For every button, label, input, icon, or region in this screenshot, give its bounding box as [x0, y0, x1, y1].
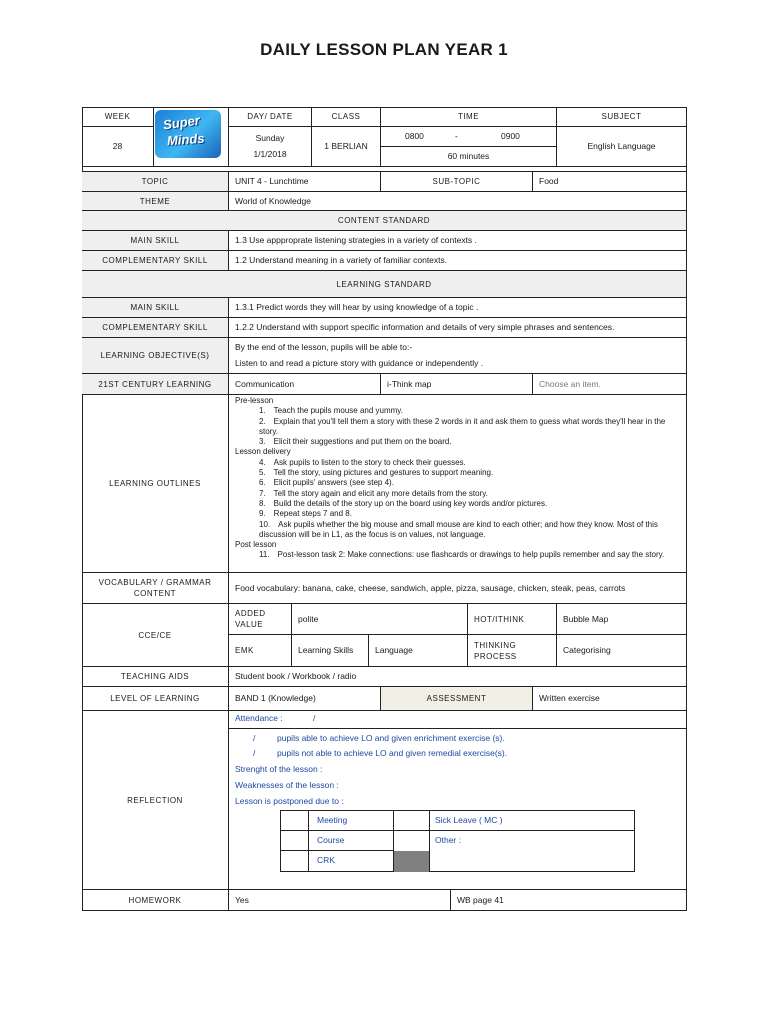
emk-value-1: Learning Skills: [292, 635, 369, 667]
thinking-process-value: Categorising: [557, 635, 687, 667]
century-label: 21ST CENTURY LEARNING: [82, 374, 229, 395]
box-line: [308, 810, 309, 872]
reflection-section: [229, 711, 687, 890]
choose-item-dropdown[interactable]: Choose an item.: [533, 374, 687, 395]
other-checkbox[interactable]: [394, 831, 429, 850]
ls-main-skill-label: MAIN SKILL: [82, 298, 229, 318]
vocab-label: VOCABULARY / GRAMMAR CONTENT: [82, 573, 229, 604]
sick-leave-checkbox[interactable]: [394, 811, 429, 830]
thinking-process-label: THINKING PROCESS: [468, 635, 557, 667]
homework-page: WB page 41: [451, 890, 687, 911]
class-value: 1 BERLIAN: [312, 127, 381, 167]
subject-value: English Language: [557, 127, 687, 167]
attendance-slash: /: [313, 713, 316, 723]
course-checkbox[interactable]: [281, 831, 308, 850]
book-cover-logo: [155, 110, 221, 158]
teaching-aids-value: Student book / Workbook / radio: [229, 667, 687, 687]
cs-main-skill-value: 1.3 Use appproprate listening strategies in a variety of contexts .: [229, 231, 687, 251]
enrichment-slash: /: [253, 733, 256, 743]
cce-label: CCE/CE: [82, 604, 229, 667]
header-day-date: DAY/ DATE: [229, 107, 312, 127]
emk-label: EMK: [229, 635, 292, 667]
lesson-delivery-heading: Lesson delivery: [235, 447, 291, 457]
assessment-label: ASSESSMENT: [381, 687, 533, 711]
day-date-cell: [229, 127, 312, 167]
objective-line-1: By the end of the lesson, pupils will be able to:-: [235, 342, 413, 352]
subtopic-label: SUB-TOPIC: [381, 172, 533, 192]
outline-step: 9. Repeat steps 7 and 8.: [259, 509, 352, 519]
vocab-value: Food vocabulary: banana, cake, cheese, sandwich, apple, pizza, sausage, chicken, steak, peas, carrots: [229, 573, 687, 604]
learning-outlines: [229, 395, 687, 573]
date-value: 1/1/2018: [253, 149, 287, 159]
emk-value-2: Language: [369, 635, 468, 667]
logo-text-2: Minds: [166, 130, 206, 149]
content-standard-heading: CONTENT STANDARD: [82, 211, 687, 231]
objective-line-2: Listen to and read a picture story with guidance or independently .: [235, 358, 484, 368]
box-line: [280, 830, 635, 831]
learning-standard-heading: LEARNING STANDARD: [82, 271, 687, 298]
postponed-label: Lesson is postponed due to :: [235, 796, 344, 806]
enrichment-line: pupils able to achieve LO and given enrichment exercise (s).: [277, 733, 505, 743]
header-class: CLASS: [312, 107, 381, 127]
header-time: TIME: [381, 107, 557, 127]
outline-step: 11. Post-lesson task 2: Make connections: use flashcards or drawings to help pupils remember and say the story.: [259, 550, 665, 560]
ls-main-skill-value: 1.3.1 Predict words they will hear by using knowledge of a topic .: [229, 298, 687, 318]
time-range: [381, 127, 557, 147]
duration-value: 60 minutes: [381, 147, 557, 167]
weakness-label: Weaknesses of the lesson :: [235, 780, 339, 790]
remedial-slash: /: [253, 748, 256, 758]
outline-step: 1. Teach the pupils mouse and yummy.: [259, 406, 403, 416]
hot-ithink-value: Bubble Map: [557, 604, 687, 635]
added-value: polite: [292, 604, 468, 635]
level-label: LEVEL OF LEARNING: [82, 687, 229, 711]
meeting-option: Meeting: [317, 815, 348, 825]
header-subject: SUBJECT: [557, 107, 687, 127]
remedial-line: pupils not able to achieve LO and given remedial exercise(s).: [277, 748, 508, 758]
subtopic-value: Food: [533, 172, 687, 192]
added-value-label: ADDED VALUE: [229, 604, 292, 635]
strength-label: Strenght of the lesson :: [235, 764, 323, 774]
box-line: [280, 850, 393, 851]
teaching-aids-label: TEACHING AIDS: [82, 667, 229, 687]
crk-option: CRK: [317, 855, 335, 865]
time-end: 0900: [501, 131, 520, 141]
time-start: 0800: [405, 131, 424, 141]
course-option: Course: [317, 835, 345, 845]
ls-comp-skill-label: COMPLEMENTARY SKILL: [82, 318, 229, 338]
reflection-divider: [229, 728, 686, 729]
homework-value: Yes: [229, 890, 451, 911]
outline-step: 7. Tell the story again and elicit any more details from the story.: [259, 488, 488, 498]
assessment-value: Written exercise: [533, 687, 687, 711]
reflection-label: REFLECTION: [82, 711, 229, 890]
day-value: Sunday: [255, 133, 285, 143]
crk-checkbox-filled[interactable]: [394, 851, 429, 872]
cs-comp-skill-label: COMPLEMENTARY SKILL: [82, 251, 229, 271]
outline-step: 2. Explain that you'll tell them a story with these 2 words in it and ask them to guess what words they'll hear in the story.: [259, 416, 666, 436]
hot-ithink-label: HOT/ITHINK: [468, 604, 557, 635]
time-separator: -: [455, 131, 458, 141]
pre-lesson-heading: Pre-lesson: [235, 396, 274, 405]
theme-label: THEME: [82, 192, 229, 211]
outline-step: 10. Ask pupils whether the big mouse and small mouse are kind to each other; and how they know. Most of this discussion will be in L1, as the focus is on values, not language.: [259, 519, 658, 539]
homework-label: HOMEWORK: [82, 890, 229, 911]
cs-comp-skill-value: 1.2 Understand meaning in a variety of familiar contexts.: [229, 251, 687, 271]
outline-step: 8. Build the details of the story up on the board using key words and/or pictures.: [259, 498, 548, 508]
sick-leave-option: Sick Leave ( MC ): [435, 815, 503, 825]
objective-value: [229, 338, 687, 374]
page-title: DAILY LESSON PLAN YEAR 1: [260, 40, 508, 59]
row-spacer: [82, 167, 687, 172]
post-lesson-heading: Post lesson: [235, 540, 277, 550]
week-value: 28: [82, 127, 154, 167]
outline-step: 3. Elicit their suggestions and put them on the board.: [259, 437, 452, 447]
topic-label: TOPIC: [82, 172, 229, 192]
objective-label: LEARNING OBJECTIVE(S): [82, 338, 229, 374]
meeting-checkbox[interactable]: [281, 811, 308, 830]
outline-step: 4. Ask pupils to listen to the story to check their guesses.: [259, 457, 466, 467]
outline-step: 5. Tell the story, using pictures and gestures to support meaning.: [259, 468, 494, 478]
cs-main-skill-label: MAIN SKILL: [82, 231, 229, 251]
ls-comp-skill-value: 1.2.2 Understand with support specific information and details of very simple phrases and sentences.: [229, 318, 687, 338]
outline-step: 6. Elicit pupils' answers (see step 4).: [259, 478, 394, 488]
header-week: WEEK: [82, 107, 154, 127]
level-value: BAND 1 (Knowledge): [229, 687, 381, 711]
century-value-1: Communication: [229, 374, 381, 395]
box-line: [429, 810, 430, 872]
outlines-label: LEARNING OUTLINES: [82, 395, 229, 573]
century-value-2: i-Think map: [381, 374, 533, 395]
attendance-label: Attendance :: [235, 713, 283, 723]
theme-value: World of Knowledge: [229, 192, 687, 211]
other-option: Other :: [435, 835, 461, 845]
topic-value: UNIT 4 - Lunchtime: [229, 172, 381, 192]
logo-text-1: Super: [162, 112, 201, 133]
